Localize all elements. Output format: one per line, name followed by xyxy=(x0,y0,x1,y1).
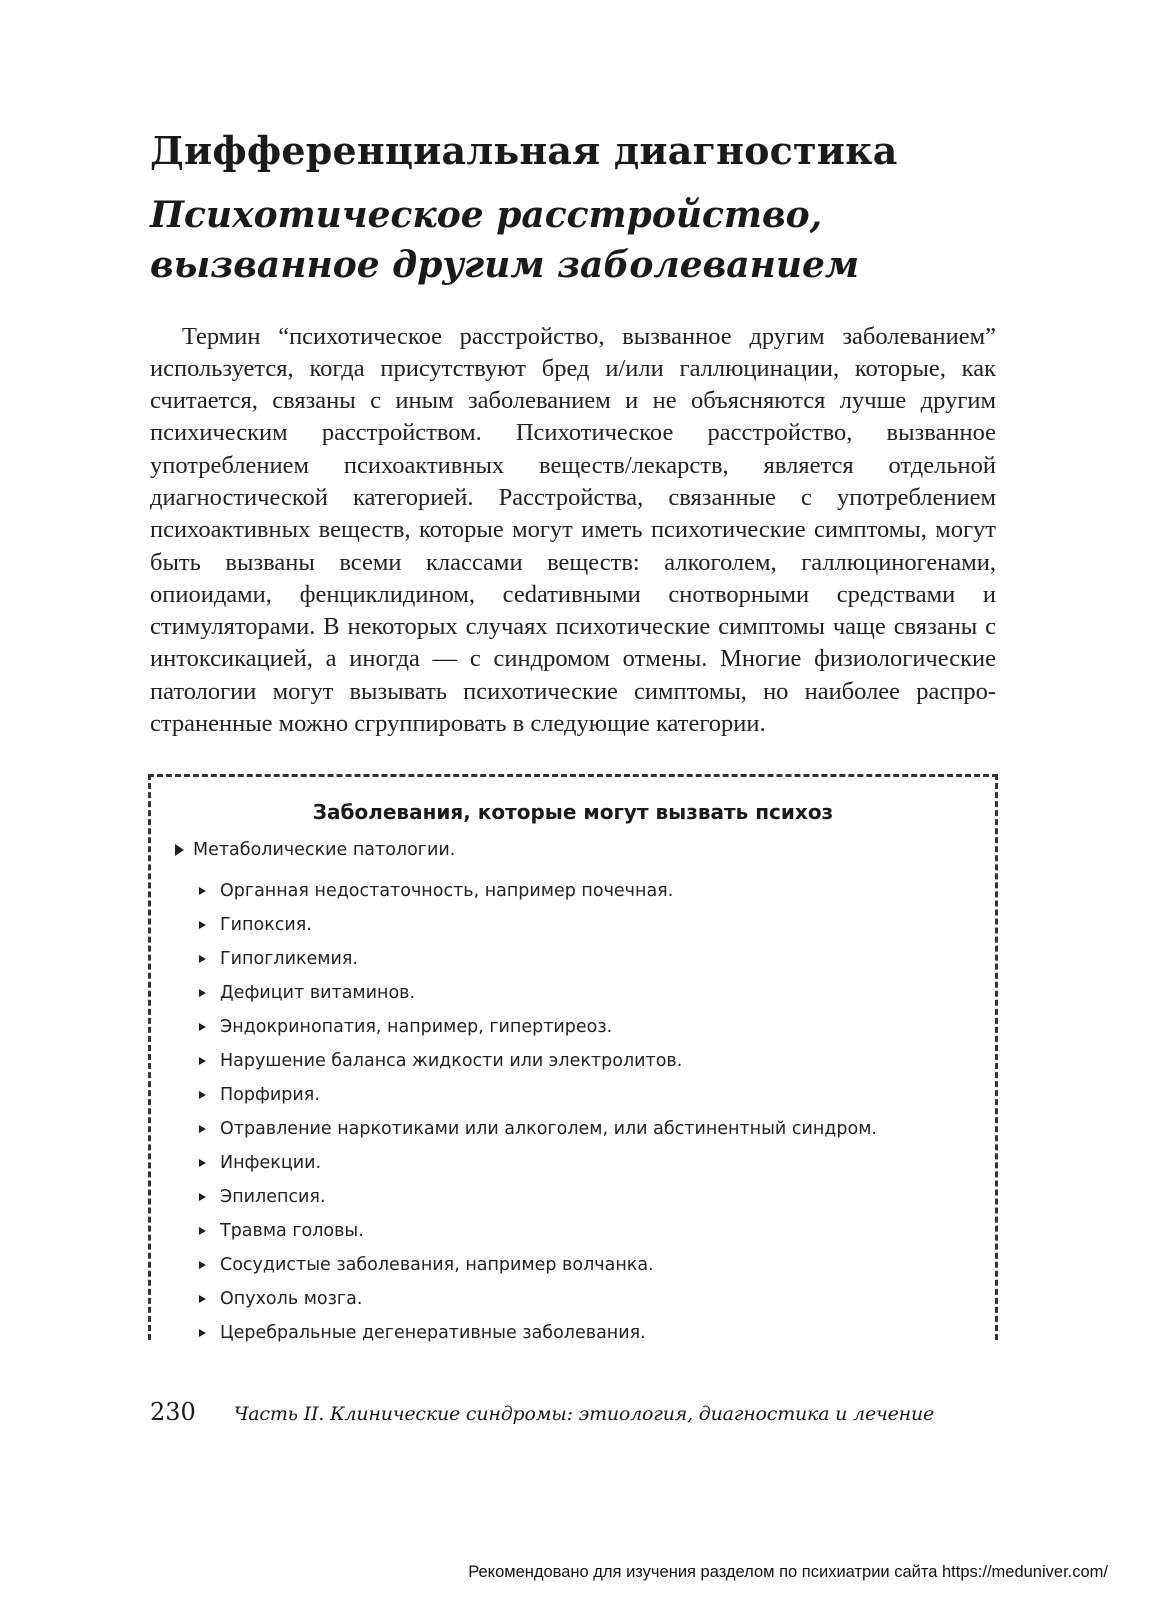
watermark-text: Рекомендовано для изучения разделом по психиатрии сайта https://meduniver.com/ xyxy=(468,1563,1108,1581)
triangle-bullet-icon xyxy=(175,844,184,856)
list-item-label: Эндокринопатия, например, гипертиреоз. xyxy=(220,1017,613,1037)
list-item xyxy=(199,976,979,1010)
list-item-label: Травма головы. xyxy=(220,1221,364,1241)
list-item xyxy=(199,1248,979,1282)
subsection-heading xyxy=(150,190,1010,290)
list-item-label: Нарушение баланса жидкости или электролитов. xyxy=(220,1051,683,1071)
triangle-bullet-icon xyxy=(199,1193,206,1201)
triangle-bullet-icon xyxy=(199,1159,206,1167)
triangle-bullet-icon xyxy=(199,1023,206,1031)
page-footer xyxy=(150,1398,1010,1426)
triangle-bullet-icon xyxy=(199,1091,206,1099)
list-item xyxy=(199,1010,979,1044)
subsection-heading-text: Психотическое расстройство, вызванное другим заболеванием xyxy=(150,194,860,286)
list-item-label: Гипоксия. xyxy=(220,915,312,935)
list-category xyxy=(175,837,455,863)
list-item-label: Отравление наркотиками или алкоголем, или абстинентный синдром. xyxy=(220,1119,877,1139)
section-heading: Дифференциальная диагностика xyxy=(150,128,898,173)
triangle-bullet-icon xyxy=(199,1295,206,1303)
triangle-bullet-icon xyxy=(199,1125,206,1133)
list-item-label: Эпилепсия. xyxy=(220,1187,326,1207)
list-item-label: Инфекции. xyxy=(220,1153,322,1173)
list-item-label: Органная недостаточность, например почечная. xyxy=(220,881,674,901)
condition-list xyxy=(199,874,979,1350)
triangle-bullet-icon xyxy=(199,887,206,895)
list-item-label: Гипогликемия. xyxy=(220,949,358,969)
list-item xyxy=(199,1078,979,1112)
list-item-label: Дефицит витаминов. xyxy=(220,983,416,1003)
list-item xyxy=(199,1214,979,1248)
list-item-label: Церебральные дегенеративные заболевания. xyxy=(220,1323,646,1343)
list-item xyxy=(199,1146,979,1180)
page-number: 230 xyxy=(150,1398,196,1426)
list-item xyxy=(199,1180,979,1214)
list-item-label: Сосудистые заболевания, например волчанка. xyxy=(220,1255,654,1275)
list-item xyxy=(199,874,979,908)
list-item xyxy=(199,908,979,942)
triangle-bullet-icon xyxy=(199,1227,206,1235)
triangle-bullet-icon xyxy=(199,1329,206,1337)
list-item xyxy=(199,1112,979,1146)
list-item-label: Опухоль мозга. xyxy=(220,1289,363,1309)
list-item-label: Порфирия. xyxy=(220,1085,320,1105)
triangle-bullet-icon xyxy=(199,1261,206,1269)
list-item xyxy=(199,942,979,976)
box-title: Заболевания, которые могут вызвать психоз xyxy=(312,800,834,824)
sidebar-box xyxy=(148,774,998,1343)
list-item xyxy=(199,1044,979,1078)
triangle-bullet-icon xyxy=(199,921,206,929)
triangle-bullet-icon xyxy=(199,989,206,997)
list-item xyxy=(199,1316,979,1350)
triangle-bullet-icon xyxy=(199,1057,206,1065)
list-item xyxy=(199,1282,979,1316)
triangle-bullet-icon xyxy=(199,955,206,963)
running-head: Часть II. Клинические синдромы: этиология, диагностика и лечение xyxy=(233,1403,935,1425)
list-category-label: Метаболические патологии. xyxy=(193,840,456,860)
body-paragraph: Термин “психотическое расстройство, вызванное другим заболеванием” используется, когда присутствуют бред и/или галлюцинации, которые, как считается, связаны с иным заболеванием и не объясняются лучше другим психическим расстройством. Психотическое расстройство, вызванное употреблением психоактивных веществ/лекарств, является отдельной диагностической категорией. Расстройства, связанные с употреблением психоактивных веществ, которые могут иметь психотические симптомы, могут быть вызваны всеми классами веществ: алкоголем, галлюциногенами, опиоидами, фенциклидином, сеdативными снотворными средствами и стимуляторами. В некоторых случаях психотические симптомы чаще связаны с интоксикацией, а иногда — с синдромом отмены. Многие физиологические патологии могут вызывать психотические симптомы, но наиболее распространенные можно сгруппировать в следующие категории. xyxy=(150,322,996,738)
